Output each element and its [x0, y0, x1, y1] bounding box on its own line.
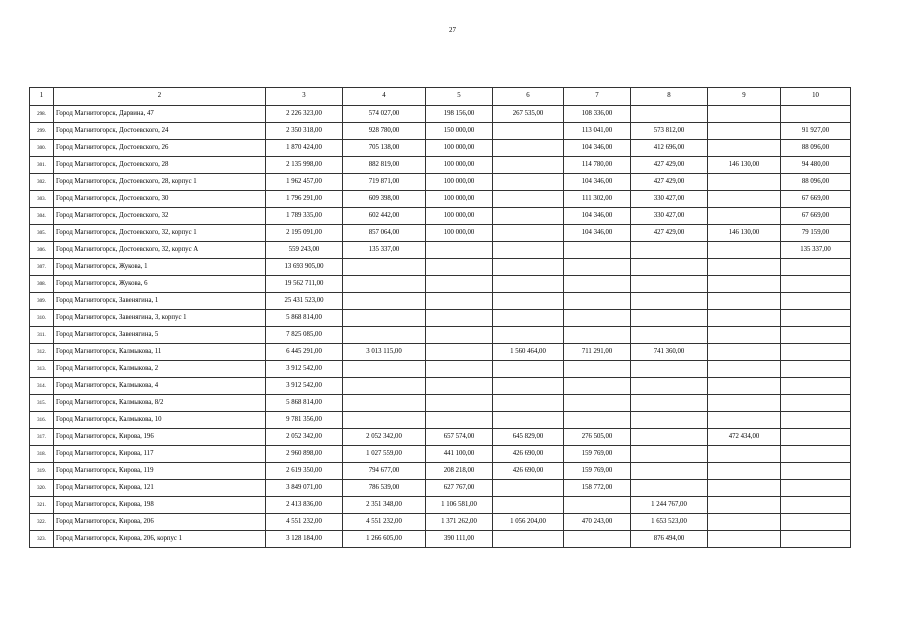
address-cell: Город Магнитогорск, Калмыкова, 10	[54, 412, 266, 429]
amount-cell	[708, 310, 781, 327]
amount-cell: 91 927,00	[781, 123, 851, 140]
amount-cell	[493, 140, 564, 157]
amount-cell	[343, 378, 426, 395]
address-cell: Город Магнитогорск, Калмыкова, 11	[54, 344, 266, 361]
amount-cell	[426, 344, 493, 361]
amount-cell: 2 413 836,00	[266, 497, 343, 514]
amount-cell: 267 535,00	[493, 106, 564, 123]
address-cell: Город Магнитогорск, Достоевского, 26	[54, 140, 266, 157]
header-row	[30, 88, 851, 106]
table-row	[30, 429, 851, 446]
amount-cell	[564, 259, 631, 276]
row-number: 321.	[30, 497, 54, 514]
amount-cell	[781, 276, 851, 293]
amount-cell: 574 027,00	[343, 106, 426, 123]
amount-cell	[493, 293, 564, 310]
amount-cell: 719 871,00	[343, 174, 426, 191]
amount-cell: 390 111,00	[426, 531, 493, 548]
amount-cell: 3 912 542,00	[266, 361, 343, 378]
amount-cell: 427 429,00	[631, 174, 708, 191]
amount-cell: 741 360,00	[631, 344, 708, 361]
amount-cell: 794 677,00	[343, 463, 426, 480]
amount-cell	[343, 327, 426, 344]
amount-cell	[631, 310, 708, 327]
row-number: 302.	[30, 174, 54, 191]
amount-cell: 79 159,00	[781, 225, 851, 242]
amount-cell	[708, 497, 781, 514]
row-number: 309.	[30, 293, 54, 310]
amount-cell	[426, 259, 493, 276]
amount-cell	[343, 259, 426, 276]
amount-cell	[708, 327, 781, 344]
amount-cell	[781, 293, 851, 310]
amount-cell	[781, 480, 851, 497]
amount-cell	[493, 327, 564, 344]
amount-cell	[708, 480, 781, 497]
amount-cell	[564, 293, 631, 310]
amount-cell: 609 398,00	[343, 191, 426, 208]
amount-cell: 711 291,00	[564, 344, 631, 361]
amount-cell: 472 434,00	[708, 429, 781, 446]
row-number: 311.	[30, 327, 54, 344]
amount-cell	[631, 463, 708, 480]
amount-cell: 3 013 115,00	[343, 344, 426, 361]
address-cell: Город Магнитогорск, Дарвина, 47	[54, 106, 266, 123]
amount-cell: 88 096,00	[781, 140, 851, 157]
amount-cell	[781, 395, 851, 412]
amount-cell: 135 337,00	[343, 242, 426, 259]
column-header: 5	[426, 88, 493, 106]
table-row	[30, 531, 851, 548]
amount-cell: 330 427,00	[631, 208, 708, 225]
amount-cell	[564, 276, 631, 293]
amount-cell	[493, 208, 564, 225]
amount-cell: 1 653 523,00	[631, 514, 708, 531]
row-number: 314.	[30, 378, 54, 395]
amount-cell	[708, 361, 781, 378]
address-cell: Город Магнитогорск, Кирова, 206	[54, 514, 266, 531]
amount-cell: 7 825 085,00	[266, 327, 343, 344]
row-number: 323.	[30, 531, 54, 548]
amount-cell: 114 780,00	[564, 157, 631, 174]
amount-cell: 100 000,00	[426, 208, 493, 225]
amount-cell	[708, 174, 781, 191]
amount-cell: 111 302,00	[564, 191, 631, 208]
table-row	[30, 140, 851, 157]
amount-cell: 5 868 814,00	[266, 395, 343, 412]
amount-cell	[631, 412, 708, 429]
amount-cell: 426 690,00	[493, 446, 564, 463]
row-number: 313.	[30, 361, 54, 378]
amount-cell: 2 052 342,00	[343, 429, 426, 446]
amount-cell	[493, 191, 564, 208]
amount-cell: 113 041,00	[564, 123, 631, 140]
amount-cell	[564, 242, 631, 259]
amount-cell: 88 096,00	[781, 174, 851, 191]
amount-cell	[343, 395, 426, 412]
amount-cell: 3 912 542,00	[266, 378, 343, 395]
amount-cell: 412 696,00	[631, 140, 708, 157]
amount-cell	[493, 259, 564, 276]
amount-cell: 146 130,00	[708, 157, 781, 174]
amount-cell	[708, 446, 781, 463]
amount-cell: 573 812,00	[631, 123, 708, 140]
amount-cell: 441 100,00	[426, 446, 493, 463]
amount-cell	[426, 412, 493, 429]
amount-cell: 2 135 998,00	[266, 157, 343, 174]
amount-cell: 100 000,00	[426, 174, 493, 191]
address-cell: Город Магнитогорск, Калмыкова, 2	[54, 361, 266, 378]
amount-cell: 882 819,00	[343, 157, 426, 174]
amount-cell: 104 346,00	[564, 208, 631, 225]
amount-cell	[631, 429, 708, 446]
amount-cell	[708, 259, 781, 276]
amount-cell	[781, 531, 851, 548]
amount-cell: 108 336,00	[564, 106, 631, 123]
row-number: 317.	[30, 429, 54, 446]
amount-cell: 150 000,00	[426, 123, 493, 140]
amount-cell	[708, 344, 781, 361]
table-row	[30, 480, 851, 497]
table-row	[30, 378, 851, 395]
amount-cell	[493, 123, 564, 140]
amount-cell	[631, 242, 708, 259]
table-row	[30, 395, 851, 412]
address-cell: Город Магнитогорск, Кирова, 206, корпус 1	[54, 531, 266, 548]
amount-cell: 135 337,00	[781, 242, 851, 259]
row-number: 305.	[30, 225, 54, 242]
amount-cell	[781, 259, 851, 276]
column-header: 3	[266, 88, 343, 106]
table-row	[30, 514, 851, 531]
amount-cell: 25 431 523,00	[266, 293, 343, 310]
address-cell: Город Магнитогорск, Достоевского, 32	[54, 208, 266, 225]
amount-cell: 104 346,00	[564, 225, 631, 242]
amount-cell	[781, 463, 851, 480]
table-row	[30, 106, 851, 123]
table-row	[30, 123, 851, 140]
amount-cell	[426, 395, 493, 412]
amount-cell	[708, 242, 781, 259]
amount-cell	[631, 106, 708, 123]
amount-cell	[493, 531, 564, 548]
amount-cell	[493, 310, 564, 327]
amount-cell	[781, 344, 851, 361]
amount-cell	[708, 123, 781, 140]
amount-cell	[426, 293, 493, 310]
amount-cell	[631, 446, 708, 463]
table-row	[30, 157, 851, 174]
amount-cell: 657 574,00	[426, 429, 493, 446]
amount-cell: 928 780,00	[343, 123, 426, 140]
amount-cell: 67 669,00	[781, 208, 851, 225]
row-number: 301.	[30, 157, 54, 174]
amount-cell	[781, 497, 851, 514]
amount-cell	[426, 378, 493, 395]
amount-cell	[493, 157, 564, 174]
column-header: 8	[631, 88, 708, 106]
column-header: 2	[54, 88, 266, 106]
amount-cell: 4 551 232,00	[343, 514, 426, 531]
amount-cell: 876 494,00	[631, 531, 708, 548]
amount-cell: 159 769,00	[564, 463, 631, 480]
address-cell: Город Магнитогорск, Кирова, 117	[54, 446, 266, 463]
row-number: 312.	[30, 344, 54, 361]
amount-cell: 857 064,00	[343, 225, 426, 242]
table-row	[30, 446, 851, 463]
amount-cell: 786 539,00	[343, 480, 426, 497]
amount-cell: 67 669,00	[781, 191, 851, 208]
amount-cell: 9 781 356,00	[266, 412, 343, 429]
column-header: 4	[343, 88, 426, 106]
column-header: 7	[564, 88, 631, 106]
amount-cell	[564, 310, 631, 327]
amount-cell	[708, 208, 781, 225]
amount-cell: 19 562 711,00	[266, 276, 343, 293]
amount-cell: 100 000,00	[426, 140, 493, 157]
amount-cell	[708, 140, 781, 157]
amount-cell: 158 772,00	[564, 480, 631, 497]
amount-cell: 470 243,00	[564, 514, 631, 531]
amount-cell	[564, 327, 631, 344]
address-cell: Город Магнитогорск, Кирова, 121	[54, 480, 266, 497]
amount-cell: 1 106 581,00	[426, 497, 493, 514]
address-cell: Город Магнитогорск, Калмыкова, 8/2	[54, 395, 266, 412]
amount-cell: 1 056 204,00	[493, 514, 564, 531]
amount-cell: 1 266 605,00	[343, 531, 426, 548]
amount-cell	[708, 378, 781, 395]
table-row	[30, 276, 851, 293]
amount-cell: 104 346,00	[564, 174, 631, 191]
amount-cell	[564, 531, 631, 548]
amount-cell: 2 195 091,00	[266, 225, 343, 242]
table-row	[30, 242, 851, 259]
table-row	[30, 208, 851, 225]
address-cell: Город Магнитогорск, Кирова, 196	[54, 429, 266, 446]
row-number: 299.	[30, 123, 54, 140]
amount-cell: 100 000,00	[426, 157, 493, 174]
amount-cell	[708, 463, 781, 480]
address-cell: Город Магнитогорск, Кирова, 119	[54, 463, 266, 480]
row-number: 310.	[30, 310, 54, 327]
amount-cell	[708, 531, 781, 548]
amount-cell: 1 962 457,00	[266, 174, 343, 191]
amount-cell	[564, 412, 631, 429]
amount-cell: 645 829,00	[493, 429, 564, 446]
amount-cell	[493, 497, 564, 514]
row-number: 300.	[30, 140, 54, 157]
data-table	[29, 87, 851, 548]
table-row	[30, 310, 851, 327]
amount-cell	[493, 395, 564, 412]
amount-cell	[426, 276, 493, 293]
address-cell: Город Магнитогорск, Достоевского, 28, корпус 1	[54, 174, 266, 191]
amount-cell	[781, 106, 851, 123]
address-cell: Город Магнитогорск, Завенягина, 1	[54, 293, 266, 310]
column-header: 1	[30, 88, 54, 106]
amount-cell: 1 244 767,00	[631, 497, 708, 514]
amount-cell	[631, 293, 708, 310]
amount-cell	[708, 412, 781, 429]
amount-cell: 627 767,00	[426, 480, 493, 497]
row-number: 307.	[30, 259, 54, 276]
amount-cell: 2 350 318,00	[266, 123, 343, 140]
amount-cell	[343, 276, 426, 293]
address-cell: Город Магнитогорск, Жукова, 6	[54, 276, 266, 293]
amount-cell	[708, 191, 781, 208]
address-cell: Город Магнитогорск, Достоевского, 30	[54, 191, 266, 208]
amount-cell: 276 505,00	[564, 429, 631, 446]
table-row	[30, 174, 851, 191]
amount-cell	[564, 395, 631, 412]
row-number: 298.	[30, 106, 54, 123]
amount-cell: 3 849 071,00	[266, 480, 343, 497]
amount-cell	[493, 225, 564, 242]
amount-cell: 159 769,00	[564, 446, 631, 463]
row-number: 303.	[30, 191, 54, 208]
amount-cell	[343, 310, 426, 327]
row-number: 319.	[30, 463, 54, 480]
amount-cell	[631, 395, 708, 412]
amount-cell: 559 243,00	[266, 242, 343, 259]
amount-cell: 1 796 291,00	[266, 191, 343, 208]
amount-cell: 4 551 232,00	[266, 514, 343, 531]
amount-cell: 602 442,00	[343, 208, 426, 225]
table-row	[30, 225, 851, 242]
amount-cell	[493, 480, 564, 497]
amount-cell	[631, 276, 708, 293]
amount-cell: 2 960 898,00	[266, 446, 343, 463]
amount-cell	[631, 259, 708, 276]
amount-cell	[426, 310, 493, 327]
amount-cell	[564, 497, 631, 514]
table-row	[30, 327, 851, 344]
row-number: 316.	[30, 412, 54, 429]
amount-cell	[426, 242, 493, 259]
amount-cell	[781, 446, 851, 463]
amount-cell	[631, 361, 708, 378]
amount-cell: 427 429,00	[631, 225, 708, 242]
amount-cell	[343, 361, 426, 378]
amount-cell	[493, 412, 564, 429]
amount-cell: 705 138,00	[343, 140, 426, 157]
amount-cell: 330 427,00	[631, 191, 708, 208]
amount-cell: 94 480,00	[781, 157, 851, 174]
address-cell: Город Магнитогорск, Жукова, 1	[54, 259, 266, 276]
amount-cell	[564, 378, 631, 395]
column-header: 9	[708, 88, 781, 106]
amount-cell: 2 619 350,00	[266, 463, 343, 480]
amount-cell: 104 346,00	[564, 140, 631, 157]
table-row	[30, 344, 851, 361]
address-cell: Город Магнитогорск, Калмыкова, 4	[54, 378, 266, 395]
address-cell: Город Магнитогорск, Завенягина, 5	[54, 327, 266, 344]
amount-cell: 1 027 559,00	[343, 446, 426, 463]
amount-cell	[493, 242, 564, 259]
address-cell: Город Магнитогорск, Достоевского, 32, корпус 1	[54, 225, 266, 242]
amount-cell	[631, 480, 708, 497]
row-number: 308.	[30, 276, 54, 293]
page-number: 27	[449, 26, 456, 34]
amount-cell	[631, 378, 708, 395]
amount-cell	[781, 429, 851, 446]
amount-cell	[708, 276, 781, 293]
amount-cell	[781, 412, 851, 429]
address-cell: Город Магнитогорск, Достоевского, 28	[54, 157, 266, 174]
amount-cell: 1 560 464,00	[493, 344, 564, 361]
amount-cell	[493, 378, 564, 395]
amount-cell	[781, 327, 851, 344]
amount-cell: 198 156,00	[426, 106, 493, 123]
amount-cell	[493, 361, 564, 378]
amount-cell	[493, 276, 564, 293]
amount-cell: 1 789 335,00	[266, 208, 343, 225]
address-cell: Город Магнитогорск, Завенягина, 3, корпус 1	[54, 310, 266, 327]
row-number: 306.	[30, 242, 54, 259]
row-number: 318.	[30, 446, 54, 463]
amount-cell: 3 128 184,00	[266, 531, 343, 548]
amount-cell: 100 000,00	[426, 191, 493, 208]
address-cell: Город Магнитогорск, Достоевского, 32, корпус А	[54, 242, 266, 259]
column-header: 6	[493, 88, 564, 106]
amount-cell	[708, 106, 781, 123]
amount-cell: 208 218,00	[426, 463, 493, 480]
amount-cell: 100 000,00	[426, 225, 493, 242]
amount-cell	[343, 412, 426, 429]
table-row	[30, 463, 851, 480]
column-header: 10	[781, 88, 851, 106]
row-number: 304.	[30, 208, 54, 225]
table-row	[30, 259, 851, 276]
amount-cell	[631, 327, 708, 344]
row-number: 322.	[30, 514, 54, 531]
amount-cell: 2 052 342,00	[266, 429, 343, 446]
table-row	[30, 191, 851, 208]
amount-cell: 146 130,00	[708, 225, 781, 242]
address-cell: Город Магнитогорск, Кирова, 198	[54, 497, 266, 514]
amount-cell	[708, 395, 781, 412]
amount-cell	[781, 378, 851, 395]
amount-cell: 5 868 814,00	[266, 310, 343, 327]
amount-cell	[781, 361, 851, 378]
amount-cell: 426 690,00	[493, 463, 564, 480]
amount-cell	[426, 361, 493, 378]
row-number: 320.	[30, 480, 54, 497]
amount-cell	[343, 293, 426, 310]
amount-cell: 427 429,00	[631, 157, 708, 174]
amount-cell	[781, 514, 851, 531]
amount-cell: 2 226 323,00	[266, 106, 343, 123]
table-row	[30, 361, 851, 378]
table-row	[30, 497, 851, 514]
amount-cell	[564, 361, 631, 378]
amount-cell	[493, 174, 564, 191]
table-row	[30, 293, 851, 310]
amount-cell: 13 693 905,00	[266, 259, 343, 276]
amount-cell	[426, 327, 493, 344]
amount-cell	[781, 310, 851, 327]
amount-cell: 1 371 262,00	[426, 514, 493, 531]
row-number: 315.	[30, 395, 54, 412]
amount-cell	[708, 514, 781, 531]
address-cell: Город Магнитогорск, Достоевского, 24	[54, 123, 266, 140]
amount-cell	[708, 293, 781, 310]
amount-cell: 2 351 348,00	[343, 497, 426, 514]
amount-cell: 6 445 291,00	[266, 344, 343, 361]
table-row	[30, 412, 851, 429]
amount-cell: 1 870 424,00	[266, 140, 343, 157]
